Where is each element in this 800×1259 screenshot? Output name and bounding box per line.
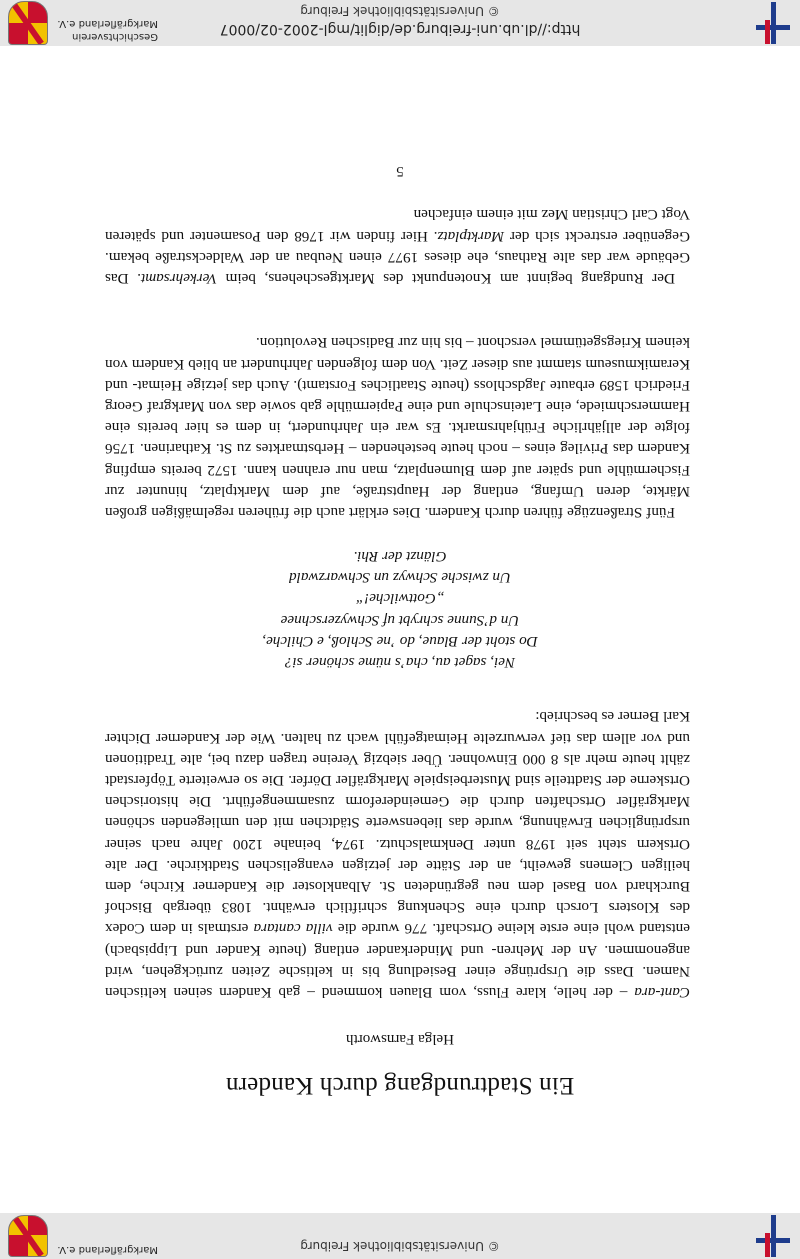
verein-crest-icon <box>8 1215 48 1257</box>
poem-line: Do stoht der Blaue, do ʼne Schloß, e Chilche, <box>262 632 538 650</box>
poem-line: Glänzt der Rhi. <box>353 548 447 566</box>
paragraph-markets: Fünf Straßenzüge führen durch Kandern. Dies erklärt auch die früheren regelmäßigen großen Märkte, deren Umfang, entlang der Hauptstraße, auf dem Marktplatz, hinunter zur Fischermühle und später auf dem Blumenplatz, man nur erahnen kann. 1572 bereits empfing Kandern das Privileg eines – noch heute bestehenden – Herbstmarktes zu St. Katharinen. 1756 folgte der alljährliche Frühjahrsmarkt. Es war ein Jahrhundert, in dem es hier bereits eine Hammerschmiede, eine Lateinschule und eine Papiermühle gab sowie das von Markgraf Georg Friedrich 1589 erbaute Jagdschloss (heute Staatliches Forstamt). Auch das jetzige Heimat- und Keramikmuseum stammt aus dieser Zeit. Von dem folgenden Jahrhundert an blieb Kandern von keinem Kriegsgetümmel verschont – bis hin zur Badischen Revolution. <box>105 334 690 521</box>
verein-crest-icon <box>8 1 48 45</box>
poem-line: „Gottwilche!“ <box>355 590 445 608</box>
poem-line: Nei, saget au, chaʼs nüme schöner si? <box>284 654 516 671</box>
poem-line: Un zwische Schwyz un Schwarzwald <box>289 569 511 587</box>
footer-copyright: © Universitätsbibliothek Freiburg <box>300 4 500 18</box>
poem <box>0 546 800 673</box>
header-copyright: © Universitätsbibliothek Freiburg <box>300 1239 500 1253</box>
paragraph-intro: Cant-ara – der helle, klare Fluss, vom Blauen kommend – gab Kandern seinen keltischen Namen. Dass die Ursprünge einer Besiedlung bis in keltische Zeiten zurückgehen, wird angenommen. An der Mehren- und Minderkander entlang (heute Kander und Lippisbach) entstand wohl eine erste kleine Ortschaft. 776 wurde die villa cantara erstmals in dem Codex des Klosters Lorsch durch eine Schenkung schriftlich erwähnt. 1083 übergab Bischof Burckhard von Basel dem neu gegründeten St. Albankloster die Kanderner Kirche, dem heiligen Clemens geweiht, an der Stätte der jetzigen evangelischen Stadtkirche. Der alte Ortskern steht seit 1978 unter Denkmalschutz. 1974, beinahe 1200 Jahre nach seiner ursprünglichen Erwähnung, wurde das liebenswerte Städtchen mit den umliegenden schönen Markgräfler Ortschaften durch die Gemeindereform zusammengeführt. Die historischen Ortskerne der Stadtteile sind Musterbeispiele Markgräfler Dörfer. Die so erweiterte Töpferstadt zählt heute mehr als 8 000 Einwohner. Über siebzig Vereine tragen dazu bei, alte Traditionen und vor allem das tief verwurzelte Heimatgefühl wach zu halten. Wie der Kanderner Dichter Karl Berner es beschrieb: <box>104 708 690 1001</box>
page-number: 5 <box>396 163 404 179</box>
verein-label: Geschichtsverein Markgräflerland e.V. <box>57 18 158 42</box>
footer-url-link[interactable]: http://dl.ub.uni-freiburg.de/diglit/mgl-2002-02/0007 <box>219 21 581 37</box>
article-title: Ein Stadtrundgang durch Kandern <box>225 1072 575 1099</box>
header-verein-label: Markgräflerland e.V. <box>57 1244 158 1255</box>
article-author: Helga Farnsworth <box>346 1031 454 1047</box>
paragraph-tour-start: Der Rundgang beginnt am Knotenpunkt des Marktgeschehens, beim Verkehrsamt. Das Gebäude war das alte Rathaus, ehe dieses 1977 einen Neubau an der Waldeckstraße bekam. Gegenüber erstreckt sich der Marktplatz. Hier finden wir 1768 den Posamenter und späteren Vogt Carl Christian Mez mit einem einfachen <box>104 206 690 287</box>
poem-line: Un dʼSunne schrybt uf Schwyzerschnee <box>280 611 520 629</box>
